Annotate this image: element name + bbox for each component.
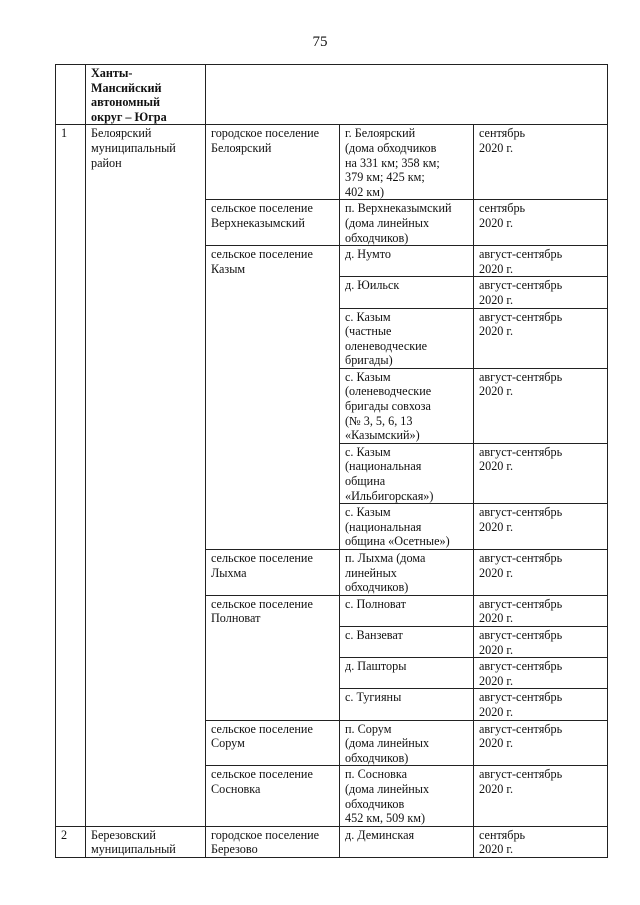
settlement-name: городское поселение Белоярский (206, 125, 340, 200)
location: г. Белоярский (дома обходчиков на 331 км; 358 км; 379 км; 425 км; 402 км) (340, 125, 474, 200)
settlement-name: сельское поселение Сосновка (206, 766, 340, 826)
settlement-name: сельское поселение Казым (206, 246, 340, 550)
number-cell (56, 65, 86, 125)
location: п. Сосновка (дома линейных обходчиков 452 км, 509 км) (340, 766, 474, 826)
location: д. Юильск (340, 277, 474, 308)
settlement-name: сельское поселение Верхнеказымский (206, 200, 340, 246)
date: август-сентябрь 2020 г. (474, 689, 608, 720)
district-name: Белоярский муниципальный район (86, 125, 206, 826)
date: август-сентябрь 2020 г. (474, 595, 608, 626)
table-row (56, 826, 608, 857)
region-header-row (56, 65, 608, 125)
location: с. Ванзеват (340, 626, 474, 657)
location: п. Лыхма (дома линейных обходчиков) (340, 550, 474, 596)
date: август-сентябрь 2020 г. (474, 368, 608, 443)
location: д. Деминская (340, 826, 474, 857)
settlement-name: сельское поселение Сорум (206, 720, 340, 766)
date: август-сентябрь 2020 г. (474, 504, 608, 550)
location: с. Казым (национальная община «Ильбигорская») (340, 443, 474, 503)
settlement-name: сельское поселение Полноват (206, 595, 340, 720)
date: август-сентябрь 2020 г. (474, 658, 608, 689)
location: п. Сорум (дома линейных обходчиков) (340, 720, 474, 766)
settlement-name: городское поселение Березово (206, 826, 340, 857)
date: август-сентябрь 2020 г. (474, 246, 608, 277)
row-number: 1 (56, 125, 86, 826)
location: с. Казым (частные оленеводческие бригады) (340, 308, 474, 368)
date: август-сентябрь 2020 г. (474, 720, 608, 766)
date: сентябрь 2020 г. (474, 200, 608, 246)
date: август-сентябрь 2020 г. (474, 443, 608, 503)
row-number: 2 (56, 826, 86, 857)
location: с. Тугияны (340, 689, 474, 720)
date: август-сентябрь 2020 г. (474, 308, 608, 368)
date: август-сентябрь 2020 г. (474, 626, 608, 657)
page-number: 75 (312, 34, 328, 50)
date: август-сентябрь 2020 г. (474, 277, 608, 308)
schedule-table (55, 64, 608, 858)
location: д. Нумто (340, 246, 474, 277)
location: д. Пашторы (340, 658, 474, 689)
date: август-сентябрь 2020 г. (474, 550, 608, 596)
settlement-name: сельское поселение Лыхма (206, 550, 340, 596)
region-empty-cell (206, 65, 608, 125)
date: сентябрь 2020 г. (474, 125, 608, 200)
location: с. Казым (оленеводческие бригады совхоза (№ 3, 5, 6, 13 «Казымский») (340, 368, 474, 443)
table-row (56, 125, 608, 200)
date: сентябрь 2020 г. (474, 826, 608, 857)
location: п. Верхнеказымский (дома линейных обходчиков) (340, 200, 474, 246)
location: с. Казым (национальная община «Осетные») (340, 504, 474, 550)
district-name: Березовский муниципальный (86, 826, 206, 857)
date: август-сентябрь 2020 г. (474, 766, 608, 826)
region-name: Ханты- Мансийский автономный округ – Югра (86, 65, 206, 125)
location: с. Полноват (340, 595, 474, 626)
